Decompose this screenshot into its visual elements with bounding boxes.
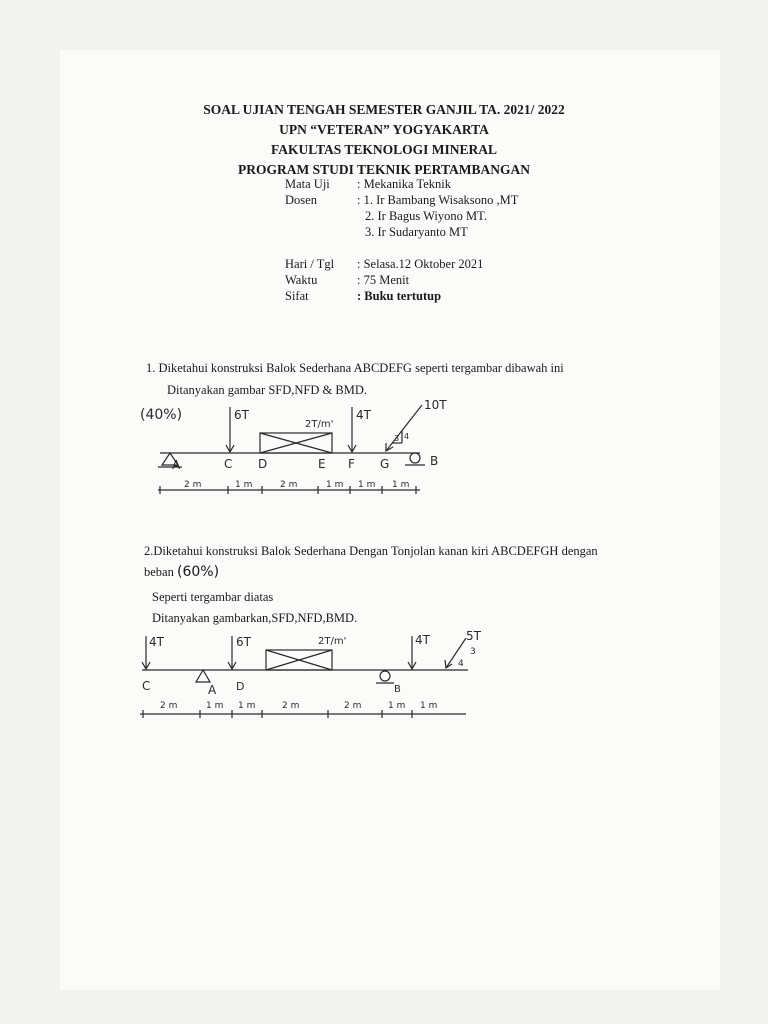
q2-load-h-label: 5T xyxy=(466,629,481,643)
q1-dim-1: 2 m xyxy=(184,480,202,490)
q2-ratio-3: 3 xyxy=(470,647,476,657)
q1-load-g-label: 10T xyxy=(424,398,447,412)
q1-load-g-arrow xyxy=(386,405,422,451)
q2-dim-6: 1 m xyxy=(388,701,406,711)
waktu-label: Waktu xyxy=(285,273,318,287)
exam-info xyxy=(285,176,518,304)
q2-label-d: D xyxy=(236,680,245,693)
q2-dist-label: 2T/m' xyxy=(318,636,347,647)
mata-uji-label: Mata Uji xyxy=(285,177,330,191)
hari-value: : Selasa.12 Oktober 2021 xyxy=(357,257,484,271)
q1-label-a: A xyxy=(172,458,181,472)
q1-load-f-label: 4T xyxy=(356,408,371,422)
q1-load-c-label: 6T xyxy=(234,408,249,422)
q1-label-d: D xyxy=(258,457,268,471)
q1-label-f: F xyxy=(348,457,355,471)
q1-dim-4: 1 m xyxy=(326,480,344,490)
q2-load-f-label: 4T xyxy=(415,633,430,647)
dosen-3: 3. Ir Sudaryanto MT xyxy=(365,225,468,239)
q2-statement: 2.Diketahui konstruksi Balok Sederhana Dengan Tonjolan kanan kiri ABCDEFGH dengan xyxy=(144,544,598,558)
q2-label-c: C xyxy=(142,679,151,693)
q2-load-c-label: 4T xyxy=(149,635,164,649)
q2-dim-5: 2 m xyxy=(344,701,362,711)
header-title: SOAL UJIAN TENGAH SEMESTER GANJIL TA. 2021/ 2022 xyxy=(203,102,565,117)
q2-label-a: A xyxy=(208,683,217,697)
q1-support-b xyxy=(410,453,420,463)
q1-weight: (40%) xyxy=(140,407,183,423)
waktu-value: : 75 Menit xyxy=(357,273,410,287)
q1-question: Ditanyakan gambar SFD,NFD & BMD. xyxy=(167,383,367,397)
q1-dim-2: 1 m xyxy=(235,480,253,490)
q2-load-prefix: beban xyxy=(144,565,174,579)
q1-label-c: C xyxy=(224,457,233,471)
q2-label-b: B xyxy=(394,684,401,695)
sifat-label: Sifat xyxy=(285,289,309,303)
hari-label: Hari / Tgl xyxy=(285,257,335,271)
q1-label-e: E xyxy=(318,457,326,471)
q2-dim-2: 1 m xyxy=(206,701,224,711)
q2-support-a xyxy=(196,670,210,682)
sifat-value: : Buku tertutup xyxy=(357,289,442,303)
q1-label-b: B xyxy=(430,454,439,468)
q2-load-d-label: 6T xyxy=(236,635,251,649)
q2-dim-7: 1 m xyxy=(420,701,438,711)
dosen-2: 2. Ir Bagus Wiyono MT. xyxy=(365,209,487,223)
q2-question: Ditanyakan gambarkan,SFD,NFD,BMD. xyxy=(152,611,358,625)
header-university: UPN “VETERAN” YOGYAKARTA xyxy=(279,122,489,137)
q2-weight: (60%) xyxy=(176,564,220,580)
q2-support-b xyxy=(380,671,390,681)
q2-note: Seperti tergambar diatas xyxy=(152,590,274,604)
q1-ratio-3: 3 xyxy=(394,434,400,443)
q1-dim-3: 2 m xyxy=(280,480,298,490)
q2-ratio-4: 4 xyxy=(458,659,464,669)
dosen-label: Dosen xyxy=(285,193,317,207)
q2-beam-diagram xyxy=(0,628,768,723)
q2-dim-4: 2 m xyxy=(282,701,300,711)
mata-uji-value: : Mekanika Teknik xyxy=(357,177,452,191)
q1-dist-label: 2T/m' xyxy=(305,419,334,430)
dosen-1: : 1. Ir Bambang Wisaksono ,MT xyxy=(357,193,519,207)
header-faculty: FAKULTAS TEKNOLOGI MINERAL xyxy=(270,142,498,157)
q2-dim-3: 1 m xyxy=(238,701,256,711)
header-program: PROGRAM STUDI TEKNIK PERTAMBANGAN xyxy=(238,162,530,177)
q2-load-line xyxy=(144,564,219,580)
q1-ratio-4: 4 xyxy=(404,432,410,441)
q1-beam-diagram xyxy=(0,395,768,505)
q1-dim-6: 1 m xyxy=(392,480,410,490)
q2-dim-1: 2 m xyxy=(160,701,178,711)
q1-statement: 1. Diketahui konstruksi Balok Sederhana ABCDEFG seperti tergambar dibawah ini xyxy=(146,361,564,375)
q1-dim-5: 1 m xyxy=(358,480,376,490)
exam-header xyxy=(0,100,768,180)
q1-label-g: G xyxy=(380,457,390,471)
